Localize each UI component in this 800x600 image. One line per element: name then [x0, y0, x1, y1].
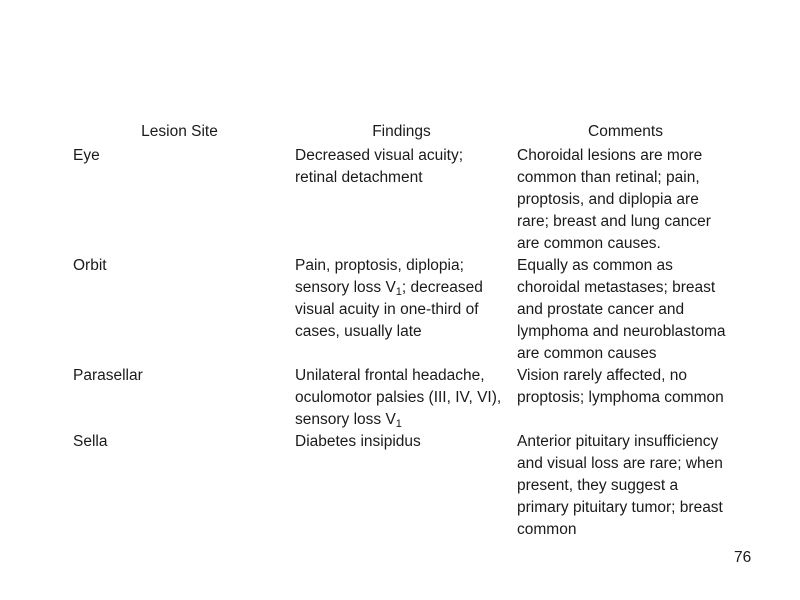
- findings-text: Diabetes insipidus: [295, 433, 421, 450]
- cell-site: Sella: [73, 433, 108, 450]
- cell-site: Parasellar: [73, 367, 143, 384]
- cell-site: Eye: [73, 147, 100, 164]
- header-lesion-site: Lesion Site: [141, 123, 218, 140]
- lesion-table: [68, 121, 738, 541]
- page-number: 76: [734, 549, 752, 566]
- cell-findings: [290, 255, 512, 365]
- subscript: 1: [395, 418, 402, 430]
- cell-findings: [290, 365, 512, 431]
- table-row-parasellar: [68, 365, 738, 431]
- table-header-row: [68, 121, 738, 145]
- cell-site: Orbit: [73, 257, 107, 274]
- table-row-orbit: [68, 255, 738, 365]
- cell-findings: [290, 431, 512, 541]
- subscript: 1: [395, 286, 402, 298]
- cell-comments: Vision rarely affected, no proptosis; lymphoma common: [517, 367, 724, 406]
- cell-findings: [290, 145, 512, 255]
- findings-text: Unilateral frontal headache, oculomotor palsies (III, IV, VI), sensory loss V: [295, 367, 502, 428]
- cell-comments: Anterior pituitary insufficiency and visual loss are rare; when present, they suggest a primary pituitary tumor; breast common: [517, 433, 723, 538]
- header-comments: Comments: [588, 123, 663, 140]
- findings-text: Pain, proptosis, diplopia; sensory loss V: [295, 257, 464, 296]
- table-row-sella: [68, 431, 738, 541]
- findings-text: Decreased visual acuity; retinal detachment: [295, 147, 463, 186]
- cell-comments: Choroidal lesions are more common than retinal; pain, proptosis, and diplopia are rare; breast and lung cancer are common causes.: [517, 147, 711, 252]
- cell-comments: Equally as common as choroidal metastases; breast and prostate cancer and lymphoma and neuroblastoma are common causes: [517, 257, 726, 362]
- findings-text: ; decreased visual acuity in one-third of cases, usually late: [295, 279, 483, 340]
- header-findings: Findings: [372, 123, 431, 140]
- table-row-eye: [68, 145, 738, 255]
